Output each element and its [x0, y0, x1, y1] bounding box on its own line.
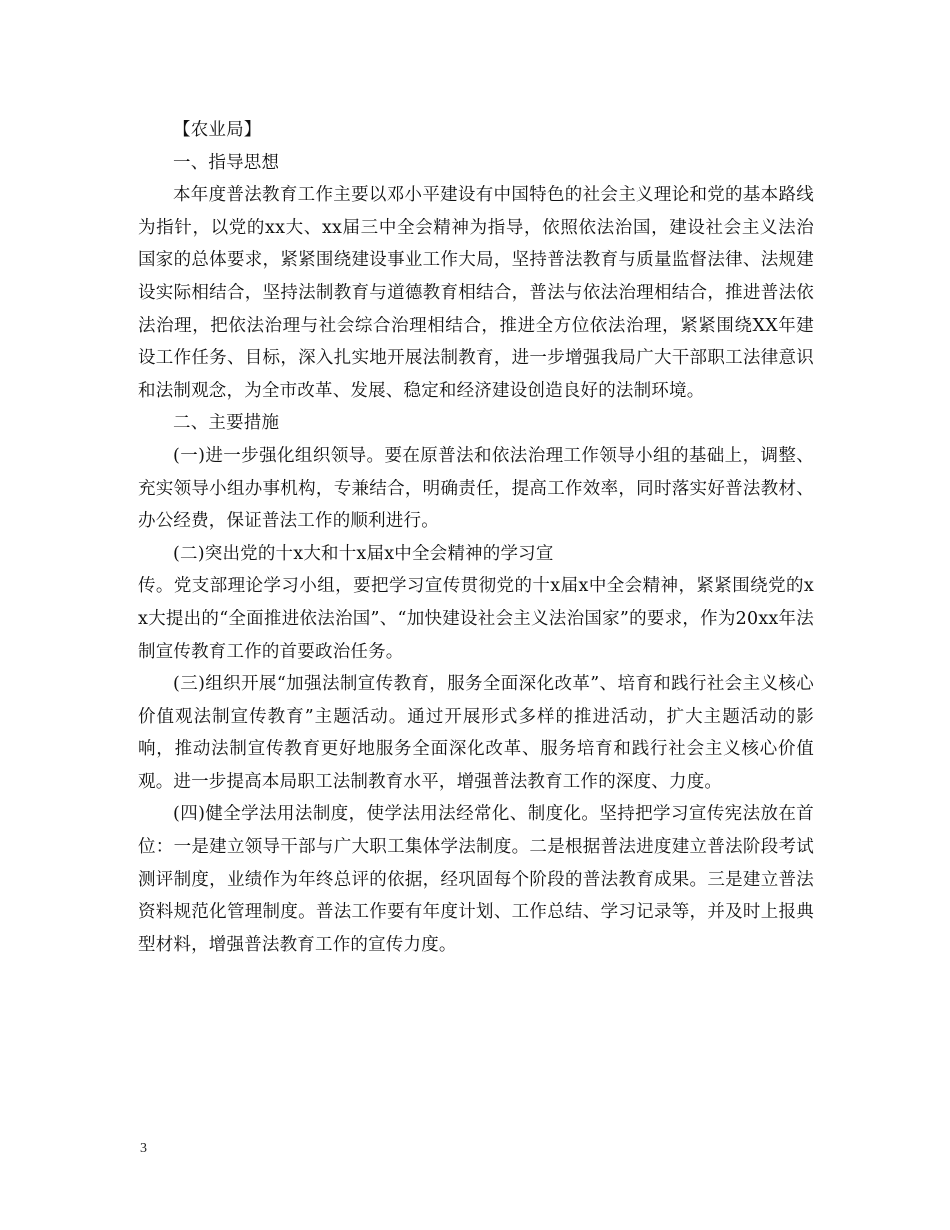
paragraph-measure-3: (三)组织开展“加强法制宣传教育，服务全面深化改革”、培育和践行社会主义核心价值观法制宣传教育”主题活动。通过开展形式多样的推进活动，扩大主题活动的影响，推动法制宣传教育更好地服务全面深化改革、服务培育和践行社会主义核心价值观。进一步提高本局职工法制教育水平，增强普法教育工作的深度、力度。 — [138, 674, 814, 792]
section-title-main-measures: 二、主要措施 — [173, 413, 280, 434]
measure-2-title: (二)突出党的十x大和十x届x中全会精神的学习宣 — [173, 543, 554, 564]
section-title-guiding-thought: 一、指导思想 — [173, 152, 280, 173]
page-number: 3 — [140, 1141, 147, 1156]
paragraph-measure-4: (四)健全学法用法制度，使学法用法经常化、制度化。坚持把学习宣传宪法放在首位：一是建立领导干部与广大职工集体学法制度。二是根据普法进度建立普法阶段考试测评制度，业绩作为年终总评的依据，经巩固每个阶段的普法教育成果。三是建立普法资料规范化管理制度。普法工作要有年度计划、工作总结、学习记录等，并及时上报典型材料，增强普法教育工作的宣传力度。 — [138, 804, 814, 955]
paragraph-guiding-thought: 本年度普法教育工作主要以邓小平建设有中国特色的社会主义理论和党的基本路线为指针，以党的xx大、xx届三中全会精神为指导，依照依法治国，建设社会主义法治国家的总体要求，紧紧围绕建设事业工作大局，坚持普法教育与质量监督法律、法规建设实际相结合，坚持法制教育与道德教育相结合，普法与依法治理相结合，推进普法依法治理，把依法治理与社会综合治理相结合，推进全方位依法治理，紧紧围绕XX年建设工作任务、目标，深入扎实地开展法制教育，进一步增强我局广大干部职工法律意识和法制观念，为全市改革、发展、稳定和经济建设创造良好的法制环境。 — [138, 185, 814, 401]
paragraph-measure-2: 传。党支部理论学习小组，要把学习宣传贯彻党的十x届x中全会精神，紧紧围绕党的xx大提出的“全面推进依法治国”、“加快建设社会主义法治国家”的要求，作为20xx年法制宣传教育工作的首要政治任务。 — [138, 576, 814, 662]
paragraph-measure-1: (一)进一步强化组织领导。要在原普法和依法治理工作领导小组的基础上，调整、充实领导小组办事机构，专兼结合，明确责任，提高工作效率，同时落实好普法教材、办公经费，保证普法工作的顺利进行。 — [138, 445, 814, 532]
department-heading: 【农业局】 — [173, 120, 262, 140]
document-body — [138, 114, 814, 961]
